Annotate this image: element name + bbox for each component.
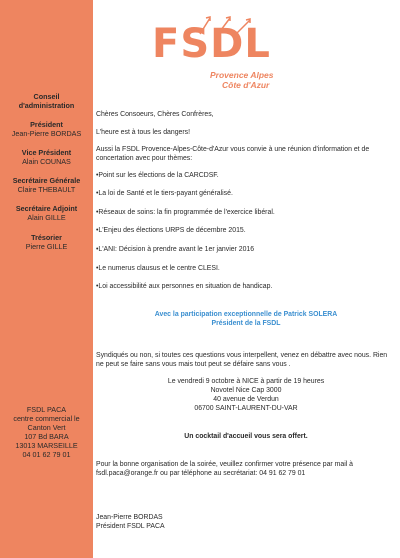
board-heading-block: [0, 92, 93, 110]
greeting: Chères Consoeurs, Chères Confrères,: [96, 111, 214, 118]
event-street: 40 avenue de Verdun: [213, 396, 279, 403]
topic-item: •Réseaux de soins: la fin programmée de l'exercice libéral.: [96, 209, 275, 216]
role-treasurer: [0, 233, 93, 251]
board-heading: Conseil d'administration: [18, 92, 75, 110]
intro-line: L'heure est à tous les dangers!: [96, 129, 191, 136]
event-venue: Novotel Nice Cap 3000: [210, 387, 282, 394]
guest-line: Avec la participation exceptionnelle de Patrick SOLERA: [154, 311, 338, 318]
role-name: Alain COUNAS: [22, 157, 71, 166]
topic-item: •Point sur les élections de la CARCDSF.: [96, 172, 219, 179]
topic-item: •L'ANI: Décision à prendre avant le 1er janvier 2016: [96, 246, 255, 253]
address-block: [0, 405, 93, 459]
topic-item: •L'Enjeu des élections URPS de décembre 2015.: [96, 227, 246, 234]
address-line: Canton Vert: [27, 423, 66, 432]
logo-region-line1: Provence Alpes: [210, 70, 274, 80]
role-name: Alain GILLE: [27, 213, 66, 222]
signature-name: Jean-Pierre BORDAS: [96, 514, 163, 521]
role-title: Vice Président: [21, 148, 72, 157]
sidebar: [0, 0, 93, 558]
guest-title: Président de la FSDL: [211, 320, 281, 327]
event-city: 06700 SAINT-LAURENT-DU-VAR: [194, 405, 298, 412]
address-line: 13013 MARSEILLE: [15, 441, 78, 450]
event-date: Le vendredi 9 octobre à NICE à partir de 19 heures: [167, 378, 325, 385]
letter-body: [96, 0, 400, 558]
call-paragraph: Syndiqués ou non, si toutes ces questions vous interpellent, venez en débattre avec nous. Rien ne peut se faire sans vous mais tout peut se défaire sans vous .: [96, 352, 388, 369]
phone-number: 04 01 62 79 01: [22, 450, 71, 459]
logo-region-line2: Côte d'Azur: [222, 80, 270, 90]
role-president: [0, 120, 93, 138]
signature-title: Président FSDL PACA: [96, 523, 165, 530]
cocktail-note: Un cocktail d'accueil vous sera offert.: [184, 433, 308, 440]
topic-item: •La loi de Santé et le tiers-payant généralisé.: [96, 190, 233, 197]
intro-paragraph: Aussi la FSDL Provence-Alpes-Côte-d'Azur vous convie à une réunion d'information et de concertation avec pour thèmes:: [96, 146, 370, 163]
role-title: Trésorier: [31, 233, 62, 242]
address-line: centre commercial le: [13, 414, 80, 423]
logo-letters: FSDL: [152, 21, 271, 67]
rsvp-paragraph: Pour la bonne organisation de la soirée, veuillez confirmer votre présence par mail à fsdl.paca@orange.fr ou par téléphone au secrétariat: 04 91 62 79 01: [96, 461, 354, 478]
role-name: Jean-Pierre BORDAS: [11, 129, 82, 138]
role-name: Pierre GILLE: [25, 242, 68, 251]
address-line: FSDL PACA: [26, 405, 67, 414]
role-title: Secrétaire Générale: [12, 176, 81, 185]
role-name: Claire THEBAULT: [17, 185, 76, 194]
role-vice-president: [0, 148, 93, 166]
address-line: 107 Bd BARA: [24, 432, 69, 441]
topic-item: •Le numerus clausus et le centre CLESI.: [96, 265, 220, 272]
role-secretary-general: [0, 176, 93, 194]
topic-item: •Loi accessibilité aux personnes en situation de handicap.: [96, 283, 273, 290]
role-title: Secrétaire Adjoint: [15, 204, 78, 213]
role-deputy-secretary: [0, 204, 93, 222]
role-title: Président: [30, 120, 63, 129]
